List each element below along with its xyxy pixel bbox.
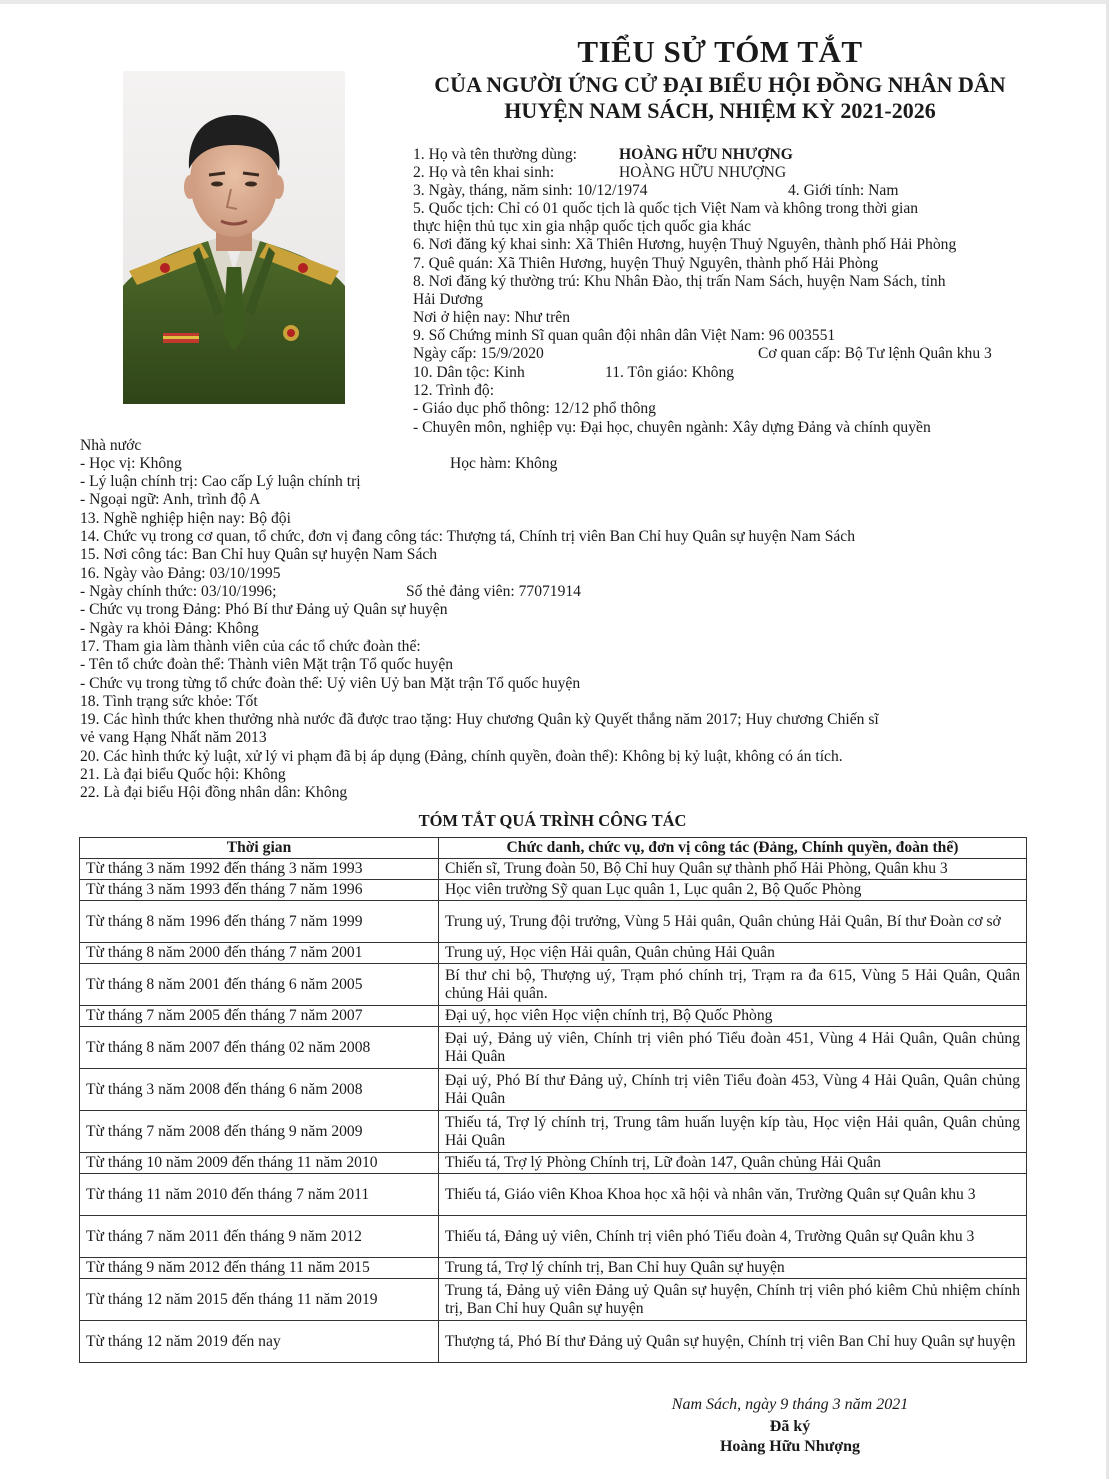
birth-date: 3. Ngày, tháng, năm sinh: 10/12/1974	[413, 182, 648, 199]
awards-line-2: vẻ vang Hạng Nhất năm 2013	[80, 729, 267, 746]
table-row	[80, 1069, 1027, 1111]
table-row	[80, 964, 1027, 1006]
table-row	[80, 1321, 1027, 1363]
table-row	[80, 1258, 1027, 1279]
workplace: 15. Nơi công tác: Ban Chỉ huy Quân sự huyện Nam Sách	[80, 546, 438, 563]
position-cell: Thượng tá, Phó Bí thư Đảng uỷ Quân sự huyện, Chính trị viên Ban Chỉ huy Quân sự huyện	[439, 1321, 1027, 1363]
party-card-number: Số thẻ đảng viên: 77071914	[406, 583, 581, 600]
table-row	[80, 901, 1027, 943]
ethnicity-religion	[413, 364, 735, 382]
time-cell: Từ tháng 10 năm 2009 đến tháng 11 năm 2010	[80, 1153, 439, 1174]
table-row	[80, 880, 1027, 901]
signer-name: Hoàng Hữu Nhượng	[719, 1438, 861, 1455]
field-2	[413, 164, 787, 182]
time-cell: Từ tháng 7 năm 2008 đến tháng 9 năm 2009	[80, 1111, 439, 1153]
foreign-language: - Ngoại ngữ: Anh, trình độ A	[80, 491, 261, 508]
religion: 11. Tôn giáo: Không	[605, 364, 735, 381]
nationality-line-2: thực hiện thủ tục xin gia nhập quốc tịch quốc gia khác	[413, 218, 751, 235]
column-header-time: Thời gian	[80, 838, 439, 859]
signature-place-date: Nam Sách, ngày 9 tháng 3 năm 2021	[671, 1396, 909, 1413]
position-cell: Thiếu tá, Giáo viên Khoa Khoa học xã hội và nhân văn, Trường Quân sự Quân khu 3	[439, 1174, 1027, 1216]
common-name-value: HOÀNG HỮU NHƯỢNG	[619, 146, 793, 163]
time-cell: Từ tháng 12 năm 2015 đến tháng 11 năm 2019	[80, 1279, 439, 1321]
current-position: 14. Chức vụ trong cơ quan, tổ chức, đơn vị đang công tác: Thượng tá, Chính trị viên Ban Chỉ huy Quân sự huyện Nam Sách	[80, 528, 856, 545]
work-history-table	[79, 837, 1027, 1363]
organization-name: - Tên tổ chức đoàn thể: Thành viên Mặt trận Tổ quốc huyện	[80, 656, 454, 673]
party-join-date: 16. Ngày vào Đảng: 03/10/1995	[80, 565, 281, 582]
ethnicity: 10. Dân tộc: Kinh	[413, 364, 525, 381]
academic-degree: - Học vị: Không	[80, 455, 182, 472]
position-cell: Đại uý, học viên Học viện chính trị, Bộ Quốc Phòng	[439, 1006, 1027, 1027]
general-education: - Giáo dục phổ thông: 12/12 phổ thông	[413, 400, 656, 417]
discipline: 20. Các hình thức kỷ luật, xử lý vi phạm đã bị áp dụng (Đảng, chính quyền, đoàn thể): Không bị kỷ luật, không có án tích.	[80, 748, 843, 765]
table-row	[80, 859, 1027, 880]
birth-name-value: HOÀNG HỮU NHƯỢNG	[619, 164, 787, 181]
position-cell: Thiếu tá, Trợ lý chính trị, Trung tâm huấn luyện kíp tàu, Học viện Hải quân, Quân chủng Hải Quân	[439, 1111, 1027, 1153]
nationality-line-1: 5. Quốc tịch: Chỉ có 01 quốc tịch là quốc tịch Việt Nam và không trong thời gian	[413, 200, 919, 217]
time-cell: Từ tháng 3 năm 2008 đến tháng 6 năm 2008	[80, 1069, 439, 1111]
signature-status: Đã ký	[769, 1418, 811, 1435]
field-1	[413, 146, 793, 164]
time-cell: Từ tháng 8 năm 2007 đến tháng 02 năm 2008	[80, 1027, 439, 1069]
officer-id-issuing-agency: Cơ quan cấp: Bộ Tư lệnh Quân khu 3	[758, 345, 992, 362]
time-cell: Từ tháng 12 năm 2019 đến nay	[80, 1321, 439, 1363]
table-row	[80, 1111, 1027, 1153]
time-cell: Từ tháng 8 năm 2001 đến tháng 6 năm 2005	[80, 964, 439, 1006]
time-cell: Từ tháng 3 năm 1993 đến tháng 7 năm 1996	[80, 880, 439, 901]
work-history-title: TÓM TẮT QUÁ TRÌNH CÔNG TÁC	[418, 811, 687, 830]
position-cell: Đại uý, Phó Bí thư Đảng uỷ, Chính trị viên Tiểu đoàn 453, Vùng 4 Hải Quân, Quân chủng Hải Quân	[439, 1069, 1027, 1111]
field-1-label: 1. Họ và tên thường dùng:	[413, 146, 577, 163]
document-title: TIỂU SỬ TÓM TẮT	[577, 34, 863, 69]
position-cell: Thiếu tá, Đảng uỷ viên, Chính trị viên phó Tiểu đoàn 4, Trường Quân sự Quân khu 3	[439, 1216, 1027, 1258]
position-cell: Học viên trường Sỹ quan Lục quân 1, Lục quân 2, Bộ Quốc Phòng	[439, 880, 1027, 901]
permanent-residence-line-2: Hải Dương	[413, 291, 483, 308]
time-cell: Từ tháng 11 năm 2010 đến tháng 7 năm 2011	[80, 1174, 439, 1216]
birth-registration: 6. Nơi đăng ký khai sinh: Xã Thiên Hương, huyện Thuỷ Nguyên, thành phố Hải Phòng	[413, 236, 957, 253]
current-residence: Nơi ở hiện nay: Như trên	[413, 309, 571, 326]
awards-line-1: 19. Các hình thức khen thưởng nhà nước đã được trao tặng: Huy chương Quân kỳ Quyết thắng năm 2017; Huy chương Chiến sĩ	[80, 711, 879, 728]
position-cell: Trung uý, Trung đội trưởng, Vùng 5 Hải quân, Quân chủng Hải Quân, Bí thư Đoàn cơ sở	[439, 901, 1027, 943]
organizations-heading: 17. Tham gia làm thành viên của các tổ chức đoàn thể:	[80, 638, 421, 655]
degree-line	[80, 455, 558, 473]
political-theory: - Lý luận chính trị: Cao cấp Lý luận chính trị	[80, 473, 361, 490]
top-edge	[0, 0, 1109, 4]
time-cell: Từ tháng 8 năm 2000 đến tháng 7 năm 2001	[80, 943, 439, 964]
hometown: 7. Quê quán: Xã Thiên Hương, huyện Thuỷ Nguyên, thành phố Hải Phòng	[413, 255, 879, 272]
position-cell: Bí thư chi bộ, Thượng uý, Trạm phó chính trị, Trạm ra đa 615, Vùng 5 Hải Quân, Quân chủng Hải quân.	[439, 964, 1027, 1006]
table-row	[80, 943, 1027, 964]
field-3-4	[413, 182, 899, 200]
health-status: 18. Tình trạng sức khỏe: Tốt	[80, 693, 258, 710]
current-occupation: 13. Nghề nghiệp hiện nay: Bộ đội	[80, 510, 291, 527]
position-cell: Đại uý, Đảng uỷ viên, Chính trị viên phó Tiểu đoàn 451, Vùng 4 Hải Quân, Quân chủng Hải Quân	[439, 1027, 1027, 1069]
time-cell: Từ tháng 7 năm 2011 đến tháng 9 năm 2012	[80, 1216, 439, 1258]
party-exit-date: - Ngày ra khỏi Đảng: Không	[80, 620, 259, 637]
document-subtitle-1: CỦA NGƯỜI ỨNG CỬ ĐẠI BIỂU HỘI ĐỒNG NHÂN DÂN	[434, 72, 1006, 97]
position-cell: Trung uý, Học viện Hải quân, Quân chủng Hải Quân	[439, 943, 1027, 964]
table-row	[80, 1174, 1027, 1216]
candidate-portrait-photo	[123, 71, 345, 404]
council-delegate: 22. Là đại biểu Hội đồng nhân dân: Không	[80, 784, 348, 801]
time-cell: Từ tháng 3 năm 1992 đến tháng 3 năm 1993	[80, 859, 439, 880]
party-official-date: - Ngày chính thức: 03/10/1996;	[80, 583, 277, 600]
field-2-label: 2. Họ và tên khai sinh:	[413, 164, 555, 181]
time-cell: Từ tháng 8 năm 1996 đến tháng 7 năm 1999	[80, 901, 439, 943]
professional-qualification-line-1: - Chuyên môn, nghiệp vụ: Đại học, chuyên ngành: Xây dựng Đảng và chính quyền	[413, 419, 931, 436]
position-cell: Trung tá, Trợ lý chính trị, Ban Chỉ huy Quân sự huyện	[439, 1258, 1027, 1279]
time-cell: Từ tháng 9 năm 2012 đến tháng 11 năm 2015	[80, 1258, 439, 1279]
position-cell: Trung tá, Đảng uỷ viên Đảng uỷ Quân sự huyện, Chính trị viên phó kiêm Chủ nhiệm chính trị, Ban Chỉ huy Quân sự huyện	[439, 1279, 1027, 1321]
position-cell: Thiếu tá, Trợ lý Phòng Chính trị, Lữ đoàn 147, Quân chủng Hải Quân	[439, 1153, 1027, 1174]
professional-qualification-line-2: Nhà nước	[80, 437, 142, 454]
permanent-residence-line-1: 8. Nơi đăng ký thường trú: Khu Nhân Đào, thị trấn Nam Sách, huyện Nam Sách, tỉnh	[413, 273, 946, 290]
party-position: - Chức vụ trong Đảng: Phó Bí thư Đảng uỷ Quân sự huyện	[80, 601, 448, 618]
table-row	[80, 1006, 1027, 1027]
table-row	[80, 1216, 1027, 1258]
position-cell: Chiến sĩ, Trung đoàn 50, Bộ Chỉ huy Quân sự thành phố Hải Phòng, Quân khu 3	[439, 859, 1027, 880]
officer-id: 9. Số Chứng minh Sĩ quan quân đội nhân dân Việt Nam: 96 003551	[413, 327, 836, 344]
education-heading: 12. Trình độ:	[413, 382, 495, 399]
national-assembly-delegate: 21. Là đại biểu Quốc hội: Không	[80, 766, 286, 783]
table-row	[80, 1153, 1027, 1174]
officer-id-issue	[413, 345, 992, 363]
document-subtitle-2: HUYỆN NAM SÁCH, NHIỆM KỲ 2021-2026	[504, 98, 936, 123]
table-row	[80, 1279, 1027, 1321]
party-official-line	[80, 583, 581, 601]
table-row	[80, 1027, 1027, 1069]
time-cell: Từ tháng 7 năm 2005 đến tháng 7 năm 2007	[80, 1006, 439, 1027]
table-header-row	[80, 838, 1027, 859]
organization-position: - Chức vụ trong từng tổ chức đoàn thể: Uỷ viên Uỷ ban Mặt trận Tổ quốc huyện	[80, 675, 581, 692]
academic-title: Học hàm: Không	[450, 455, 558, 472]
gender: 4. Giới tính: Nam	[788, 182, 899, 199]
column-header-position: Chức danh, chức vụ, đơn vị công tác (Đảng, Chính quyền, đoàn thể)	[439, 838, 1027, 859]
officer-id-issue-date: Ngày cấp: 15/9/2020	[413, 345, 544, 362]
